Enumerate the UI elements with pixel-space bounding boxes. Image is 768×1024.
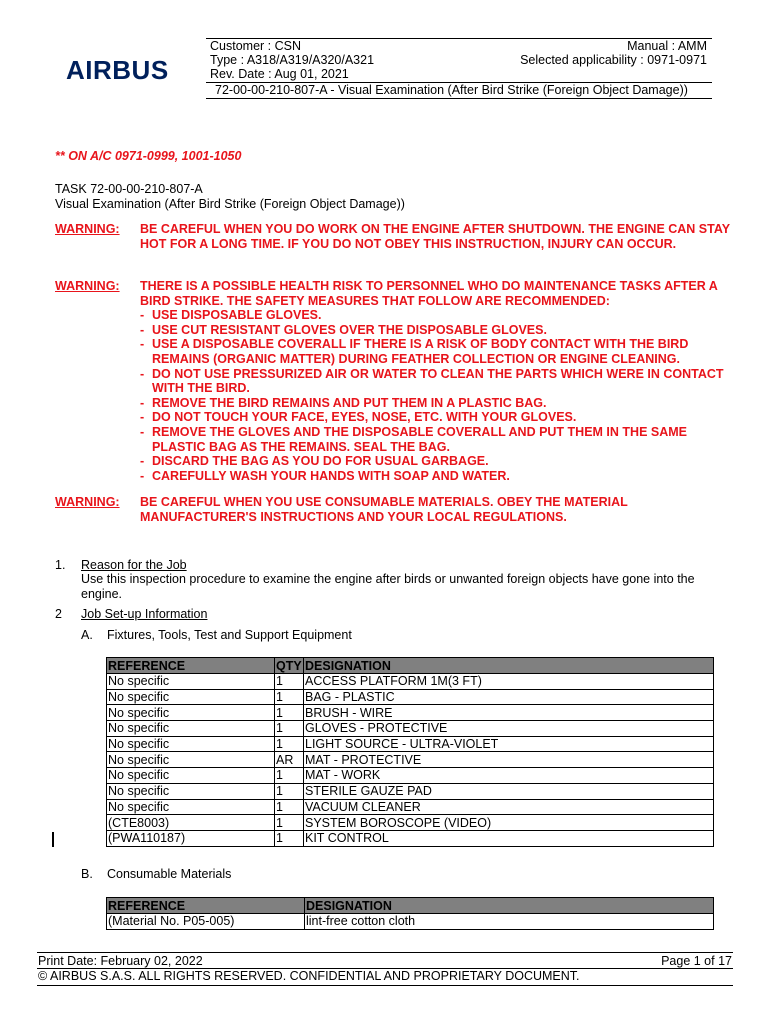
section-2-number: 2 <box>55 607 62 621</box>
column-header-reference: REFERENCE <box>107 898 305 914</box>
warning-list-item: - DISCARD THE BAG AS YOU DO FOR USUAL GARBAGE. <box>140 454 730 469</box>
warning-list-item: - CAREFULLY WASH YOUR HANDS WITH SOAP AND WATER. <box>140 469 730 484</box>
footer-copyright: © AIRBUS S.A.S. ALL RIGHTS RESERVED. CONFIDENTIAL AND PROPRIETARY DOCUMENT. <box>38 969 580 983</box>
table-cell: 1 <box>275 783 304 799</box>
warning-label-1: WARNING: <box>55 222 120 236</box>
table-row <box>107 768 714 784</box>
warning-list-item: - DO NOT TOUCH YOUR FACE, EYES, NOSE, ETC. WITH YOUR GLOVES. <box>140 410 730 425</box>
header-customer: Customer : CSN <box>210 39 301 53</box>
table-cell: 1 <box>275 768 304 784</box>
airbus-logo: AIRBUS <box>66 55 169 85</box>
warning-list-item: - REMOVE THE BIRD REMAINS AND PUT THEM IN A PLASTIC BAG. <box>140 396 730 411</box>
table-cell: STERILE GAUZE PAD <box>304 783 714 799</box>
consumables-table <box>106 897 714 930</box>
header-rev-date: Rev. Date : Aug 01, 2021 <box>210 67 349 81</box>
table-row <box>107 815 714 831</box>
tools-table <box>106 657 714 847</box>
footer-top-rule <box>37 952 733 953</box>
table-cell: No specific <box>107 736 275 752</box>
table-cell: 1 <box>275 799 304 815</box>
table-cell: KIT CONTROL <box>304 830 714 846</box>
header-task-title: 72-00-00-210-807-A - Visual Examination (After Bird Strike (Foreign Object Damage)) <box>215 83 688 97</box>
table-row <box>107 783 714 799</box>
table-cell: No specific <box>107 799 275 815</box>
table-row <box>107 799 714 815</box>
table-cell: No specific <box>107 674 275 690</box>
header-applicability: Selected applicability : 0971-0971 <box>520 53 707 67</box>
table-row <box>107 830 714 846</box>
footer-page-number: Page 1 of 17 <box>661 954 732 968</box>
column-header-reference: REFERENCE <box>107 658 275 674</box>
table-cell: No specific <box>107 768 275 784</box>
warning-block-2 <box>140 279 730 483</box>
footer-print-date: Print Date: February 02, 2022 <box>38 954 203 968</box>
table-header-row <box>107 898 714 914</box>
section-1-heading: Reason for the Job <box>81 558 187 572</box>
table-cell: No specific <box>107 705 275 721</box>
table-cell: VACUUM CLEANER <box>304 799 714 815</box>
footer-bottom-rule <box>37 985 733 986</box>
header-bottom-rule <box>206 98 712 99</box>
table-cell: BRUSH - WIRE <box>304 705 714 721</box>
table-cell: 1 <box>275 736 304 752</box>
table-cell: (Material No. P05-005) <box>107 914 305 930</box>
table-row <box>107 914 714 930</box>
section-1-number: 1. <box>55 558 66 572</box>
subsection-a-number: A. <box>81 628 93 642</box>
table-cell: MAT - WORK <box>304 768 714 784</box>
subsection-b-number: B. <box>81 867 93 881</box>
table-cell: No specific <box>107 721 275 737</box>
task-title: Visual Examination (After Bird Strike (Foreign Object Damage)) <box>55 197 405 211</box>
table-cell: 1 <box>275 815 304 831</box>
column-header-qty: QTY <box>276 658 302 673</box>
task-number: TASK 72-00-00-210-807-A <box>55 182 203 196</box>
subsection-a-title: Fixtures, Tools, Test and Support Equipment <box>107 628 352 642</box>
table-row <box>107 721 714 737</box>
warning-list-item: - DO NOT USE PRESSURIZED AIR OR WATER TO CLEAN THE PARTS WHICH WERE IN CONTACT WITH THE BIRD. <box>140 367 730 396</box>
table-cell: 1 <box>275 689 304 705</box>
table-cell: LIGHT SOURCE - ULTRA-VIOLET <box>304 736 714 752</box>
header-manual: Manual : AMM <box>627 39 707 53</box>
table-row <box>107 689 714 705</box>
table-cell: No specific <box>107 752 275 768</box>
section-1-text: Use this inspection procedure to examine the engine after birds or unwanted foreign objects have gone into the engine. <box>81 572 695 601</box>
table-cell: MAT - PROTECTIVE <box>304 752 714 768</box>
table-cell: No specific <box>107 689 275 705</box>
table-row <box>107 705 714 721</box>
table-cell: GLOVES - PROTECTIVE <box>304 721 714 737</box>
table-cell: (CTE8003) <box>107 815 275 831</box>
table-header-row <box>107 658 714 674</box>
warning-text-2: THERE IS A POSSIBLE HEALTH RISK TO PERSONNEL WHO DO MAINTENANCE TASKS AFTER A BIRD STRIKE. THE SAFETY MEASURES THAT FOLLOW ARE RECOMMENDED: <box>140 279 718 308</box>
table-cell: 1 <box>275 721 304 737</box>
warning-text-3: BE CAREFUL WHEN YOU USE CONSUMABLE MATERIALS. OBEY THE MATERIAL MANUFACTURER'S INSTRUCTIONS AND YOUR LOCAL REGULATIONS. <box>140 495 628 524</box>
warning-list-item: - USE DISPOSABLE GLOVES. <box>140 308 730 323</box>
warning-text-1: BE CAREFUL WHEN YOU DO WORK ON THE ENGINE AFTER SHUTDOWN. THE ENGINE CAN STAY HOT FOR A LONG TIME. IF YOU DO NOT OBEY THIS INSTRUCTION, INJURY CAN OCCUR. <box>140 222 730 251</box>
warning-label-2: WARNING: <box>55 279 120 293</box>
subsection-b-title: Consumable Materials <box>107 867 232 881</box>
table-cell: BAG - PLASTIC <box>304 689 714 705</box>
table-cell: 1 <box>275 705 304 721</box>
column-header-designation: DESIGNATION <box>305 898 714 914</box>
warning-list-item: - USE A DISPOSABLE COVERALL IF THERE IS A RISK OF BODY CONTACT WITH THE BIRD REMAINS (ORGANIC MATTER) DURING FEATHER COLLECTION OR ENGINE CLEANING. <box>140 337 730 366</box>
tools-table-body <box>107 674 714 847</box>
table-row <box>107 736 714 752</box>
table-cell: No specific <box>107 783 275 799</box>
table-row <box>107 674 714 690</box>
text-cursor <box>52 832 54 847</box>
warning-label-3: WARNING: <box>55 495 120 509</box>
table-row <box>107 752 714 768</box>
consumables-table-body <box>107 914 714 930</box>
table-cell: 1 <box>275 830 304 846</box>
table-cell: ACCESS PLATFORM 1M(3 FT) <box>304 674 714 690</box>
table-cell: lint-free cotton cloth <box>305 914 714 930</box>
table-cell: AR <box>275 752 304 768</box>
table-cell: SYSTEM BOROSCOPE (VIDEO) <box>304 815 714 831</box>
warning-list <box>140 308 730 483</box>
effectivity: ** ON A/C 0971-0999, 1001-1050 <box>55 149 242 163</box>
column-header-designation: DESIGNATION <box>304 658 714 674</box>
warning-list-item: - REMOVE THE GLOVES AND THE DISPOSABLE COVERALL AND PUT THEM IN THE SAME PLASTIC BAG AS THE REMAINS. SEAL THE BAG. <box>140 425 730 454</box>
section-2-heading: Job Set-up Information <box>81 607 208 621</box>
table-cell: (PWA110187) <box>107 830 275 846</box>
warning-list-item: - USE CUT RESISTANT GLOVES OVER THE DISPOSABLE GLOVES. <box>140 323 730 338</box>
header-type: Type : A318/A319/A320/A321 <box>210 53 375 67</box>
table-cell: 1 <box>275 674 304 690</box>
